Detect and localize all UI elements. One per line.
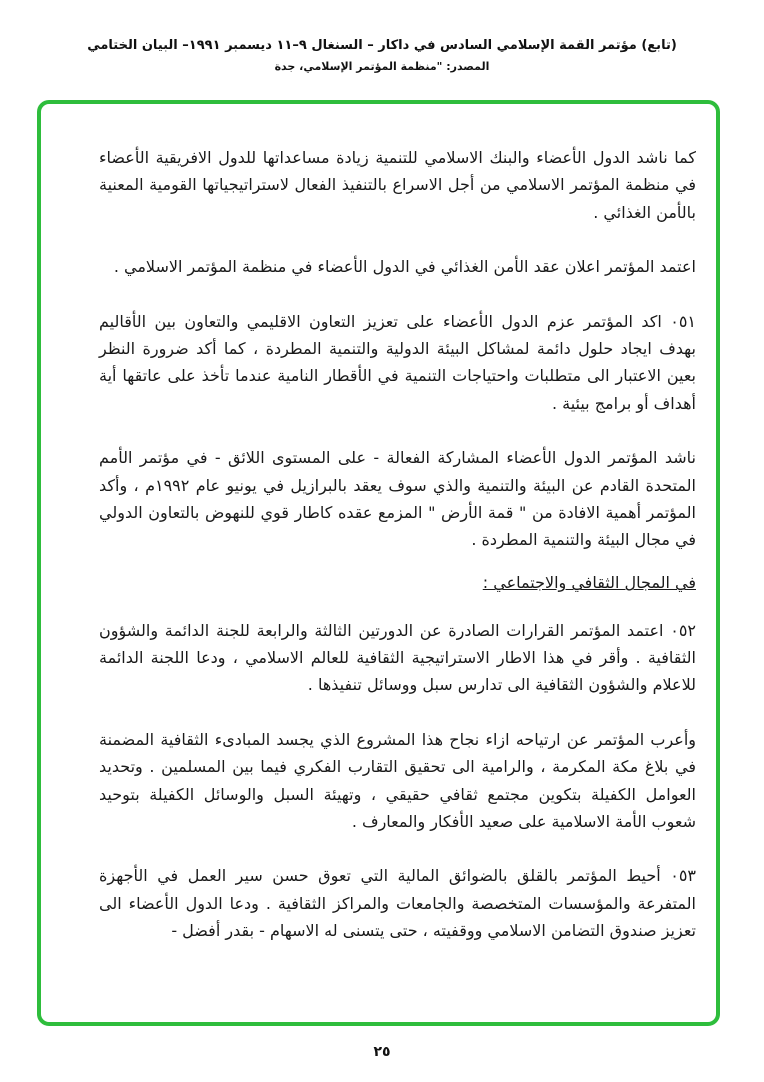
paragraph-051: ٠٥١ اكد المؤتمر عزم الدول الأعضاء على تعزيز التعاون الاقليمي والتعاون بين الأقاليم بهدف ايجاد حلول دائمة لمشاكل البيئة الدولية والتنمية المطردة ، كما أكد ضرورة النظر بعين الاعتبار الى متطلبات واحتياجات التنمية في الأقطار النامية عندما تأخذ على عاتقها أية أهداف أو برامج بيئية . bbox=[99, 311, 696, 413]
paragraph-environment-conference: ناشد المؤتمر الدول الأعضاء المشاركة الفعالة - على المستوى اللائق - في مؤتمر الأمم المتحدة القادم عن البيئة والتنمية والذي سوف يعقد بالبرازيل في يونيو عام ١٩٩٢م ، وأكد المؤتمر أهمية الافادة من " قمة الأرض " المزمع عقده كاطار قوي للنهوض بالتعاون الدولي في مجال البيئة والتنمية المطردة . bbox=[99, 448, 696, 550]
header-source: المصدر: "منظمة المؤتمر الإسلامي، جدة bbox=[274, 60, 490, 73]
section-heading-cultural-social: في المجال الثقافي والاجتماعي : bbox=[482, 573, 696, 593]
paragraph-cultural-project: وأعرب المؤتمر عن ارتياحه ازاء نجاح هذا المشروع الذي يجسد المبادىء الثقافية المضمنة في بلاغ مكة المكرمة ، والرامية الى تحقيق التقارب الفكري فيما بين المسلمين . وتحديد العوامل الكفيلة بتكوين مجتمع ثقافي حقيقي ، وتهيئة السبل والوسائل الكفيلة بتوحيد شعوب الأمة الاسلامية على صعيد الأفكار والمعارف . bbox=[99, 729, 696, 831]
content-frame bbox=[37, 100, 720, 1026]
paragraph-052: ٠٥٢ اعتمد المؤتمر القرارات الصادرة عن الدورتين الثالثة والرابعة للجنة الدائمة والشؤون الثقافية . وأقر في هذا الاطار الاستراتيجية الثقافية للعالم الاسلامي ، ودعا اللجنة الدائمة للاعلام والشؤون الثقافية الى تدارس سبل ووسائل تنفيذها . bbox=[99, 620, 696, 695]
paragraph-food-security-decade: اعتمد المؤتمر اعلان عقد الأمن الغذائي في الدول الأعضاء في منظمة المؤتمر الاسلامي . bbox=[113, 257, 696, 277]
page-number: ٢٥ bbox=[373, 1044, 391, 1060]
paragraph-food-aid: كما ناشد الدول الأعضاء والبنك الاسلامي للتنمية زيادة مساعداتها للدول الافريقية الأعضاء في منظمة المؤتمر الاسلامي من أجل الاسراع بالتنفيذ الفعال لاستراتيجياتها القومية المعنية بالأمن الغذائي . bbox=[99, 148, 696, 222]
header-title: (تابع) مؤتمر القمة الإسلامي السادس في داكار – السنغال ٩–١١ ديسمبر ١٩٩١– البيان الختامي bbox=[87, 38, 677, 53]
paragraph-053: ٠٥٣ أحيط المؤتمر بالقلق بالضوائق المالية التي تعوق حسن سير العمل في الأجهزة المتفرعة والمؤسسات المتخصصة والجامعات والمراكز الثقافية . ودعا الدول الأعضاء الى تعزيز صندوق التضامن الاسلامي ووقفيته ، حتى يتسنى له الاسهام - بقدر أفضل - bbox=[99, 866, 696, 941]
document-header bbox=[0, 36, 764, 76]
document-body bbox=[99, 144, 696, 944]
